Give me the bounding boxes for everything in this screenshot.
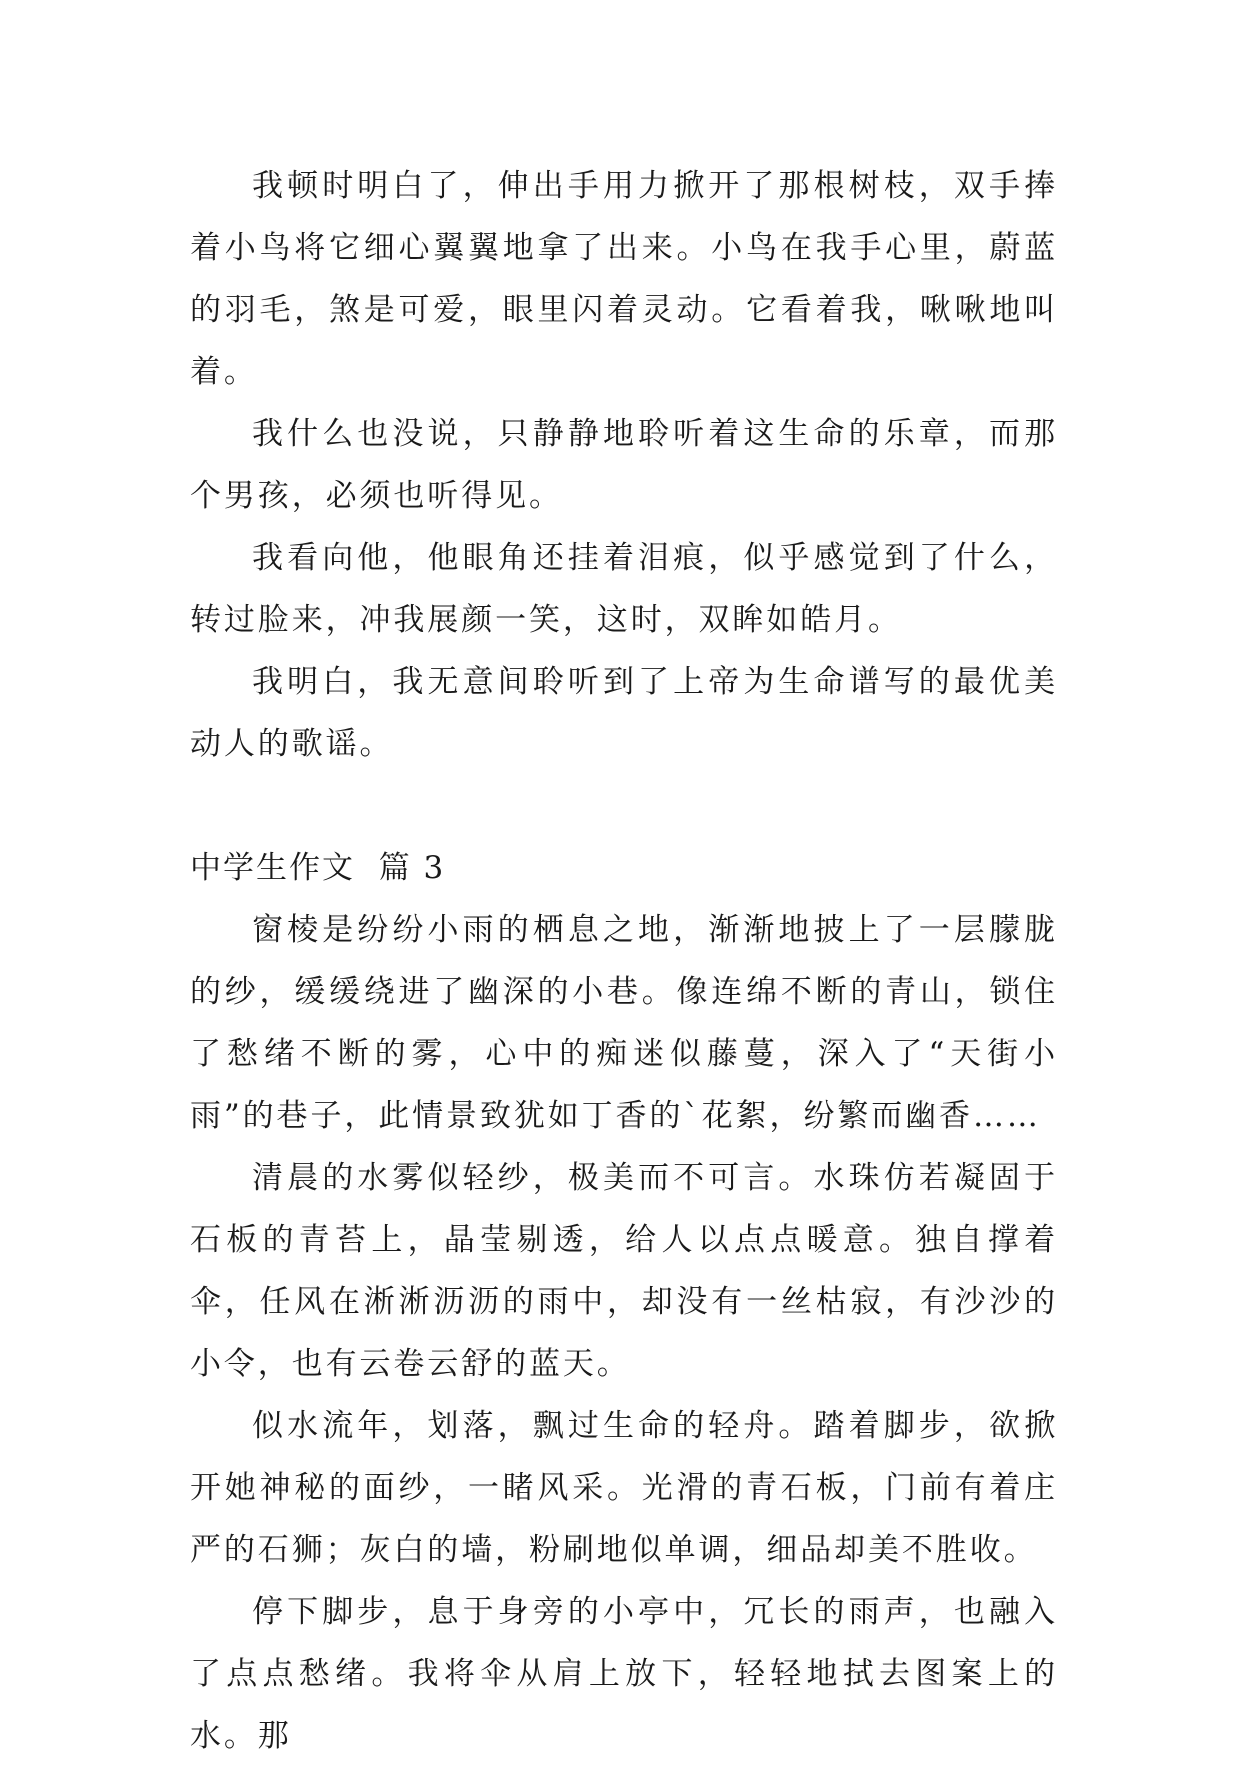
paragraph: 我顿时明白了，伸出手用力掀开了那根树枝，双手捧着小鸟将它细心翼翼地拿了出来。小鸟在我手心里，蔚蓝的羽毛，煞是可爱，眼里闪着灵动。它看着我，啾啾地叫着。 (190, 168, 1058, 390)
paragraph: 我什么也没说，只静静地聆听着这生命的乐章，而那个男孩，必须也听得见。 (190, 416, 1058, 514)
section-title: 中学生作文 篇 3 (190, 850, 446, 886)
paragraph: 似水流年，划落，飘过生命的轻舟。踏着脚步，欲掀开她神秘的面纱，一睹风采。光滑的青石板，门前有着庄严的石狮；灰白的墙，粉刷地似单调，细品却美不胜收。 (190, 1408, 1058, 1568)
paragraph: 窗棱是纷纷小雨的栖息之地，渐渐地披上了一层朦胧的纱，缓缓绕进了幽深的小巷。像连绵不断的青山，锁住了愁绪不断的雾，心中的痴迷似藤蔓，深入了“天街小雨”的巷子，此情景致犹如丁香的`花絮，纷繁而幽香…… (190, 912, 1058, 1134)
paragraph: 清晨的水雾似轻纱，极美而不可言。水珠仿若凝固于石板的青苔上，晶莹剔透，给人以点点暖意。独自撑着伞，任风在淅淅沥沥的雨中，却没有一丝枯寂，有沙沙的小令，也有云卷云舒的蓝天。 (190, 1160, 1058, 1382)
paragraph: 我看向他，他眼角还挂着泪痕，似乎感觉到了什么，转过脸来，冲我展颜一笑，这时，双眸如皓月。 (190, 540, 1058, 638)
paragraph: 我明白，我无意间聆听到了上帝为生命谱写的最优美动人的歌谣。 (190, 664, 1058, 762)
document-body (190, 155, 1058, 1767)
paragraph: 停下脚步，息于身旁的小亭中，冗长的雨声，也融入了点点愁绪。我将伞从肩上放下，轻轻地拭去图案上的水。那 (190, 1594, 1058, 1754)
